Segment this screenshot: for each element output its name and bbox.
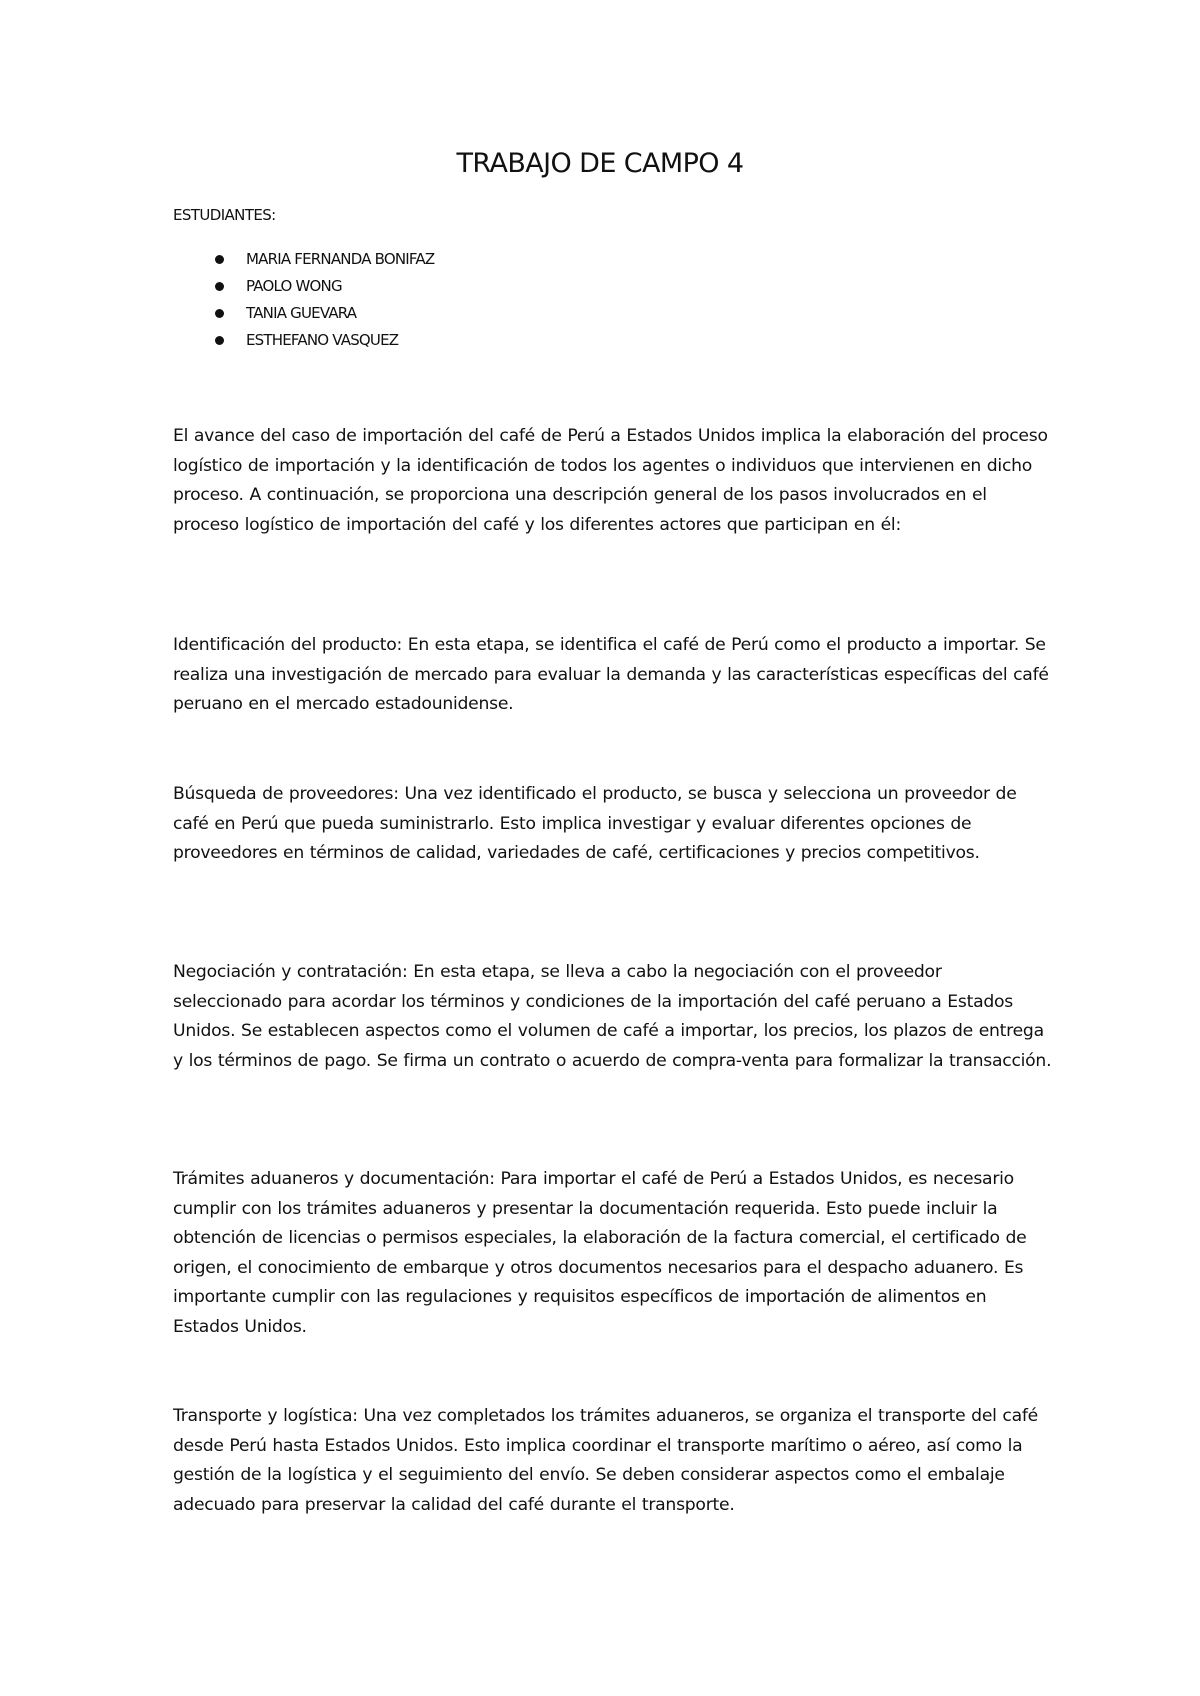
paragraph-transporte-logistica: Transporte y logística: Una vez completados los trámites aduaneros, se organiza el transporte del café desde Perú hasta Estados Unidos. Esto implica coordinar el transporte marítimo o aéreo, así como la gestión de la logística y el seguimiento del envío. Se deben considerar aspectos como el embalaje adecuado para preservar la calidad del café durante el transporte. <box>173 1406 1039 1515</box>
intro-paragraph: El avance del caso de importación del café de Perú a Estados Unidos implica la elaboración del proceso logístico de importación y la identificación de todos los agentes o individuos que intervienen en dicho proceso. A continuación, se proporciona una descripción general de los pasos involucrados en el proceso logístico de importación del café y los diferentes actores que participan en él: <box>173 426 1048 535</box>
paragraph-tramites-aduaneros: Trámites aduaneros y documentación: Para importar el café de Perú a Estados Unidos, es necesario cumplir con los trámites aduaneros y presentar la documentación requerida. Esto puede incluir la obtención de licencias o permisos especiales, la elaboración de la factura comercial, el certificado de origen, el conocimiento de embarque y otros documentos necesarios para el despacho aduanero. Es importante cumplir con las regulaciones y requisitos específicos de importación de alimentos en Estados Unidos. <box>173 1169 1027 1337</box>
student-item <box>205 273 434 300</box>
bullet-icon <box>215 336 224 345</box>
student-name: ESTHEFANO VASQUEZ <box>246 331 399 349</box>
student-item <box>205 327 434 354</box>
student-name: PAOLO WONG <box>246 277 342 295</box>
student-name: MARIA FERNANDA BONIFAZ <box>246 250 435 268</box>
bullet-icon <box>215 309 224 318</box>
students-list <box>205 246 434 354</box>
students-label: ESTUDIANTES: <box>173 206 276 224</box>
bullet-icon <box>215 255 224 264</box>
student-item <box>205 300 434 327</box>
student-item <box>205 246 434 273</box>
paragraph-busqueda-proveedores: Búsqueda de proveedores: Una vez identificado el producto, se busca y selecciona un proveedor de café en Perú que pueda suministrarlo. Esto implica investigar y evaluar diferentes opciones de proveedores en términos de calidad, variedades de café, certificaciones y precios competitivos. <box>173 784 1017 863</box>
paragraph-identificacion-producto: Identificación del producto: En esta etapa, se identifica el café de Perú como el producto a importar. Se realiza una investigación de mercado para evaluar la demanda y las características específicas del café peruano en el mercado estadounidense. <box>173 635 1049 714</box>
bullet-icon <box>215 282 224 291</box>
student-name: TANIA GUEVARA <box>246 304 357 322</box>
paragraph-negociacion-contratacion: Negociación y contratación: En esta etapa, se lleva a cabo la negociación con el proveedor seleccionado para acordar los términos y condiciones de la importación del café peruano a Estados Unidos. Se establecen aspectos como el volumen de café a importar, los precios, los plazos de entrega y los términos de pago. Se firma un contrato o acuerdo de compra-venta para formalizar la transacción. <box>173 962 1052 1071</box>
document-title: TRABAJO DE CAMPO 4 <box>456 148 744 179</box>
